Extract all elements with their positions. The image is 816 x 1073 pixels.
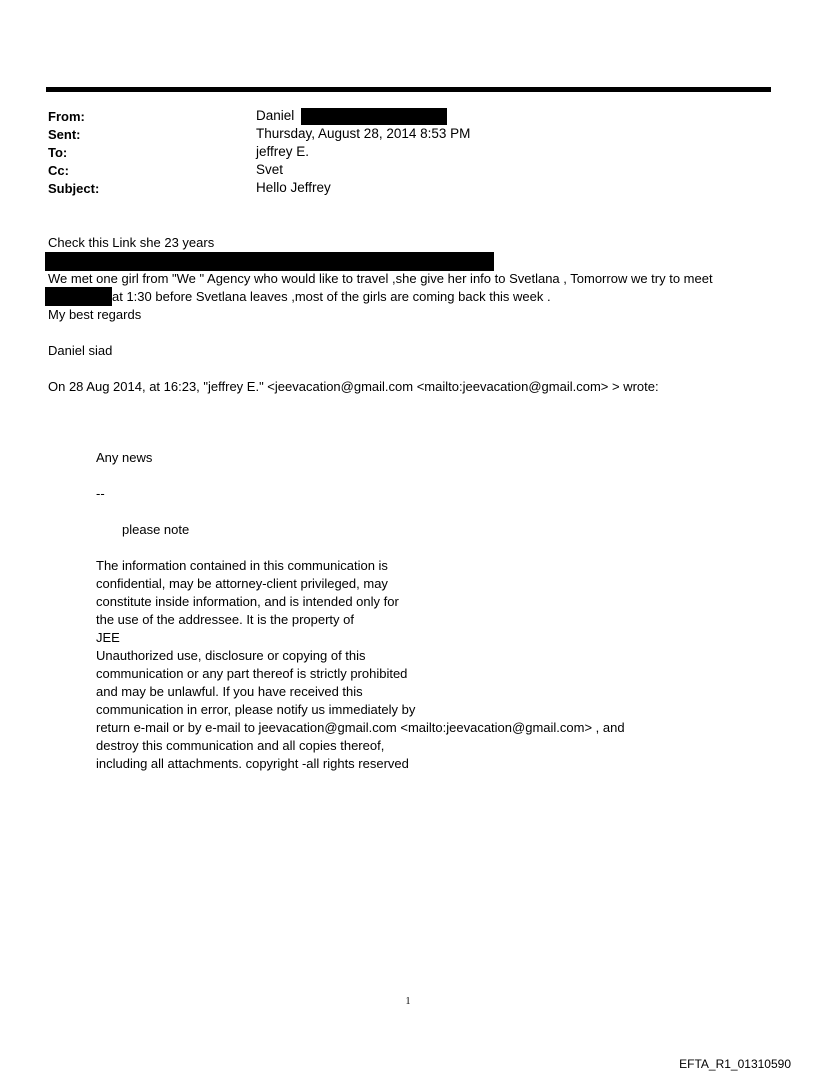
- from-label: From:: [48, 109, 85, 124]
- disclaimer-line: confidential, may be attorney-client privileged, may: [96, 576, 388, 591]
- subject-value: Hello Jeffrey: [256, 180, 331, 195]
- to-value: jeffrey E.: [256, 144, 310, 159]
- disclaimer-line: return e-mail or by e-mail to jeevacation@gmail.com <mailto:jeevacation@gmail.com> , and: [96, 720, 625, 735]
- message-line-2: We met one girl from "We " Agency who would like to travel ,she give her info to Svetlana , Tomorrow we try to meet: [48, 271, 713, 286]
- disclaimer-line: including all attachments. copyright -all rights reserved: [96, 756, 409, 771]
- signature: Daniel siad: [48, 343, 113, 358]
- cc-value: Svet: [256, 162, 284, 177]
- cc-label: Cc:: [48, 163, 69, 178]
- redaction-box: [301, 108, 447, 125]
- quoted-any-news: Any news: [96, 450, 153, 465]
- page-number: 1: [405, 996, 411, 1007]
- disclaimer-line: The information contained in this communication is: [96, 558, 388, 573]
- to-label: To:: [48, 145, 68, 160]
- sent-value: Thursday, August 28, 2014 8:53 PM: [256, 126, 471, 141]
- message-line-3: at 1:30 before Svetlana leaves ,most of the girls are coming back this week .: [112, 289, 551, 304]
- disclaimer-line: communication or any part thereof is strictly prohibited: [96, 666, 408, 681]
- disclaimer-line: the use of the addressee. It is the property of: [96, 612, 354, 627]
- disclaimer-line: JEE: [96, 630, 120, 645]
- disclaimer-line: Unauthorized use, disclosure or copying of this: [96, 648, 366, 663]
- quoted-separator: --: [96, 486, 105, 501]
- bates-number: EFTA_R1_01310590: [679, 1057, 791, 1071]
- quoted-please-note: please note: [122, 522, 190, 537]
- sent-label: Sent:: [48, 127, 81, 142]
- disclaimer-line: communication in error, please notify us immediately by: [96, 702, 416, 717]
- message-line-1: Check this Link she 23 years: [48, 235, 215, 250]
- subject-label: Subject:: [48, 181, 100, 196]
- from-value: [256, 108, 447, 125]
- disclaimer-line: and may be unlawful. If you have received this: [96, 684, 363, 699]
- reply-header: On 28 Aug 2014, at 16:23, "jeffrey E." <jeevacation@gmail.com <mailto:jeevacation@gmail.com> > wrote:: [48, 379, 659, 394]
- redaction-box: [45, 287, 112, 306]
- from-name: Daniel: [256, 108, 295, 124]
- disclaimer-line: destroy this communication and all copies thereof,: [96, 738, 385, 753]
- message-line-4: My best regards: [48, 307, 142, 322]
- disclaimer-line: constitute inside information, and is intended only for: [96, 594, 399, 609]
- header-rule: [46, 87, 771, 92]
- redaction-box: [45, 252, 494, 271]
